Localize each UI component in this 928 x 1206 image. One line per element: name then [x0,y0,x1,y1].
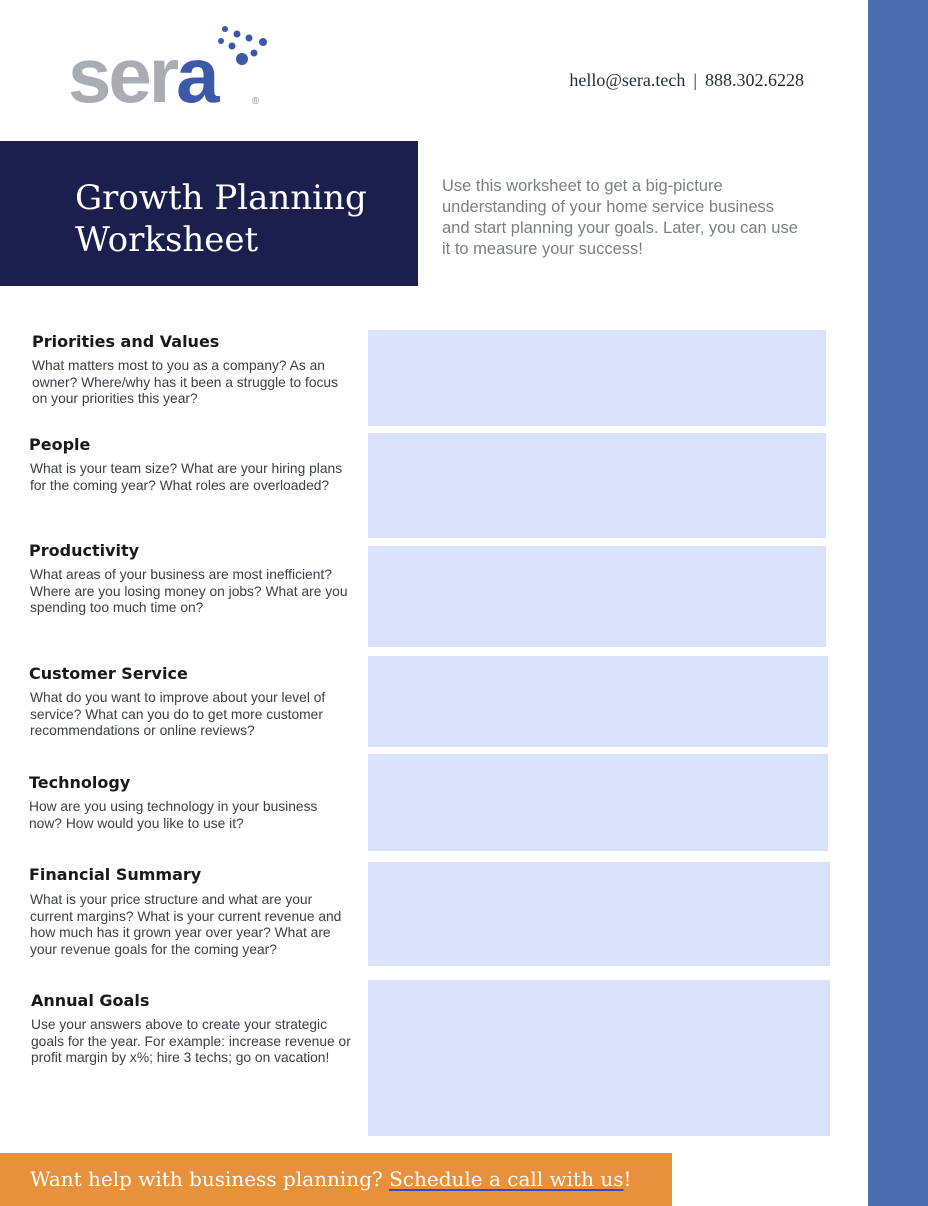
page-title: Growth Planning Worksheet [75,178,367,260]
answer-field-customer-service[interactable] [368,656,828,747]
section-desc-technology: How are you using technology in your business now? How would you like to use it? [29,799,318,831]
answer-field-technology[interactable] [368,754,828,851]
schedule-call-link[interactable]: Schedule a call with us [389,1167,624,1191]
answer-field-people[interactable] [368,433,826,538]
section-desc-productivity: What areas of your business are most inefficient? Where are you losing money on jobs? What are you spending too much time on? [30,567,348,615]
footer-cta-banner [0,1153,672,1206]
answer-field-productivity[interactable] [368,546,826,647]
footer-suffix: ! [623,1167,632,1191]
section-desc-financial-summary: What is your price structure and what are your current margins? What is your current revenue and how much has it grown year over year? What are your revenue goals for the coming year? [30,892,342,957]
section-desc-annual-goals: Use your answers above to create your strategic goals for the year. For example: increase revenue or profit margin by x%; hire 3 techs; go on vacation! [31,1017,351,1065]
answer-field-annual-goals[interactable] [368,980,830,1136]
section-title-people: People [29,435,91,454]
section-desc-people: What is your team size? What are your hiring plans for the coming year? What roles are overloaded? [30,461,343,493]
title-banner [0,141,418,286]
sera-logo [68,26,273,119]
contact-email[interactable]: hello@sera.tech [569,70,686,90]
logo-dots-icon [216,26,276,71]
section-title-technology: Technology [29,773,131,792]
section-title-priorities: Priorities and Values [32,332,220,351]
section-desc-customer-service: What do you want to improve about your level of service? What can you do to get more customer recommendations or online reviews? [30,690,326,738]
right-accent-bar [868,0,928,1206]
contact-info [540,70,804,91]
section-title-annual-goals: Annual Goals [31,991,150,1010]
section-title-financial-summary: Financial Summary [29,865,202,884]
section-title-customer-service: Customer Service [29,664,188,683]
footer-cta-text [30,1167,632,1191]
section-title-productivity: Productivity [29,541,140,560]
answer-field-priorities[interactable] [368,330,826,426]
logo-wordmark: sera [68,31,217,119]
section-desc-priorities: What matters most to you as a company? As an owner? Where/why has it been a struggle to focus on your priorities this year? [32,358,338,406]
intro-text: Use this worksheet to get a big-picture understanding of your home service business and start planning your goals. Later, you can use it to measure your success! [442,177,798,258]
answer-field-financial-summary[interactable] [368,862,830,966]
footer-prompt: Want help with business planning? [30,1167,390,1191]
contact-phone[interactable]: 888.302.6228 [705,70,804,90]
registered-mark: ® [252,96,260,107]
contact-separator: | [693,70,697,90]
